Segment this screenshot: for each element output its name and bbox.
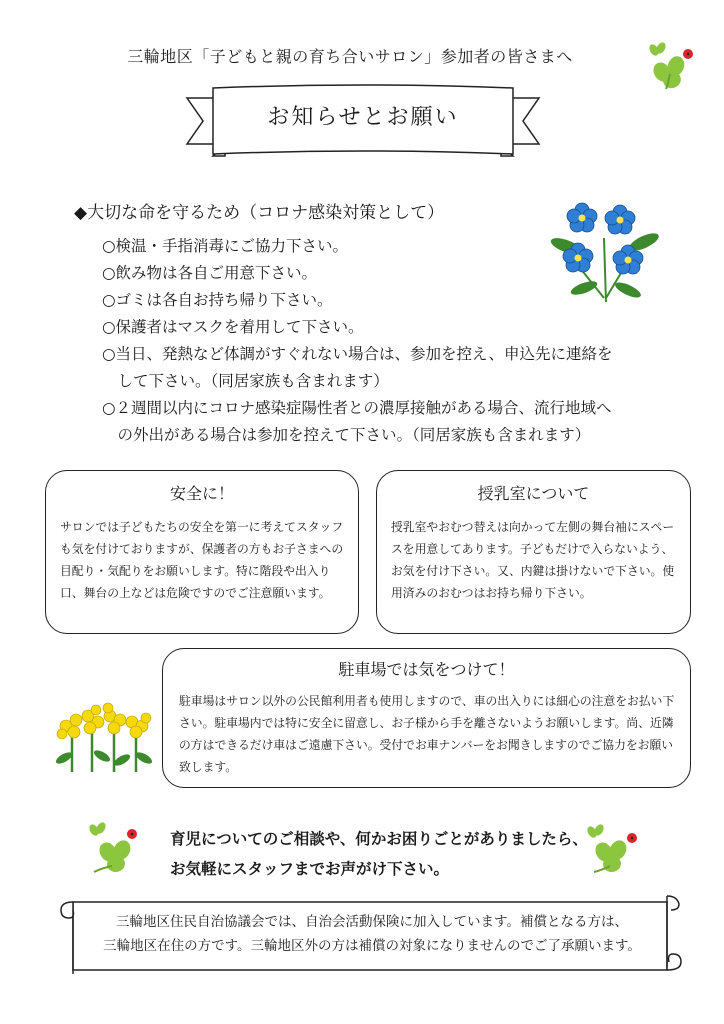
list-item: ○検温・手指消毒にご協力下さい。 — [102, 237, 349, 255]
safety-title: 安全に！ — [169, 484, 234, 503]
parking-notice-box — [162, 648, 691, 788]
nursing-room-body: 授乳室やおむつ替えは向かって左側の舞台袖にスペースを用意してあります。子どもだけで入らないよう、お気を付け下さい。又、内鍵は掛けないで下さい。使用済みのおむつはお持ち帰り下さい。 — [391, 520, 675, 600]
safety-body: サロンでは子どもたちの安全を第一に考えてスタッフも気を付けておりますが、保護者の方もお子さまへの目配り・気配りをお願いします。特に階段や出入り口、舞台の上などは危険ですのでご注意願います。 — [60, 520, 344, 600]
list-item: して下さい。（同居家族も含まれます） — [102, 372, 389, 390]
yellow-flowers-icon — [52, 702, 156, 776]
safety-notice-box — [45, 470, 359, 634]
insurance-line-1: 三輪地区住民自治協議会では、自治会活動保険に加入しています。補償となる方は、 — [116, 914, 628, 930]
covid-section-heading: ◆大切な命を守るため（コロナ感染対策として） — [74, 203, 445, 223]
blue-flowers-icon — [544, 198, 664, 306]
nursing-room-title: 授乳室について — [477, 484, 590, 503]
consultation-message — [170, 824, 600, 884]
insurance-notice — [82, 910, 662, 958]
consultation-line-1: 育児についてのご相談や、何かお困りごとがありましたら、 — [170, 829, 588, 848]
list-item: ○２週間以内にコロナ感染症陽性者との濃厚接触がある場合、流行地域へ — [102, 399, 612, 417]
clover-ladybug-icon — [646, 40, 702, 90]
list-item: ○ゴミは各自お持ち帰り下さい。 — [102, 291, 333, 309]
list-item: ○飲み物は各自ご用意下さい。 — [102, 264, 318, 282]
parking-body: 駐車場はサロン以外の公民館利用者も使用しますので、車の出入りには細心の注意をお払い下さい。駐車場内では特に安全に留意し、お子様から手を離さないようお願いします。尚、近隣の方はできるだけ車はご遠慮下さい。受付でお車ナンバーをお聞きしますのでご協力をお願い致します。 — [179, 694, 675, 774]
nursing-room-box — [376, 470, 691, 634]
parking-title: 駐車場では気をつけて！ — [338, 660, 515, 679]
clover-ladybug-icon — [584, 822, 644, 874]
clover-ladybug-icon — [86, 820, 144, 874]
consultation-line-2: お気軽にスタッフまでお声がけ下さい。 — [170, 859, 450, 878]
insurance-line-2: 三輪地区在住の方です。三輪地区外の方は補償の対象になりませんのでご了承願います。 — [103, 938, 641, 954]
list-item: ○保護者はマスクを着用して下さい。 — [102, 318, 364, 336]
list-item: の外出がある場合は参加を控えて下さい。（同居家族も含まれます） — [102, 426, 591, 444]
list-item: ○当日、発熱など体調がすぐれない場合は、参加を控え、申込先に連絡を — [102, 345, 613, 363]
header-recipient-line: 三輪地区「子どもと親の育ち合いサロン」参加者の皆さまへ — [127, 47, 573, 66]
page-title: お知らせとお願い — [267, 105, 459, 130]
